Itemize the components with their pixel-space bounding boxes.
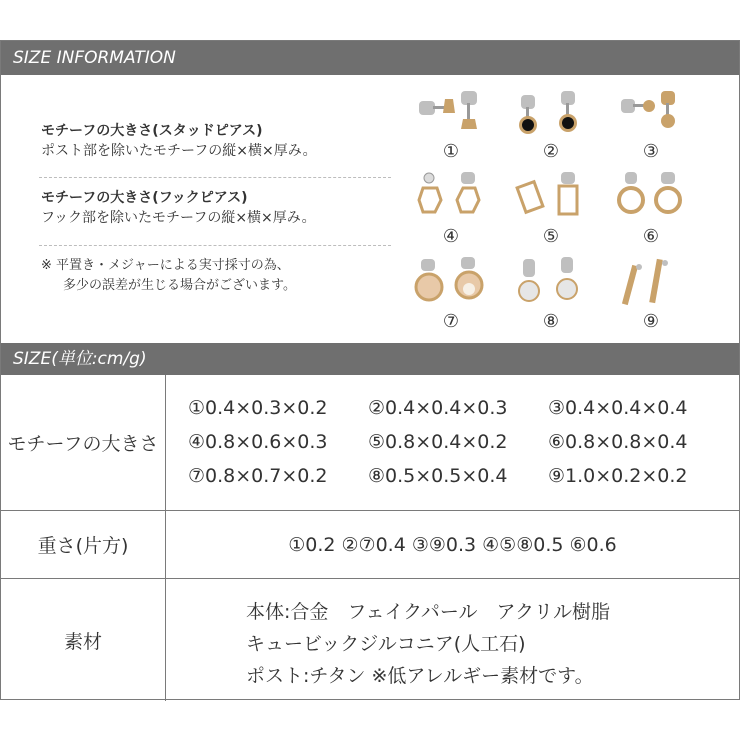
earring-item <box>401 170 501 252</box>
stud-earring-icon <box>509 85 593 141</box>
divider <box>39 177 391 178</box>
stud-earring-icon <box>609 85 693 141</box>
item-number: ③ <box>642 141 660 162</box>
hook-earring-icon <box>409 255 493 311</box>
note-title: モチーフの大きさ(フックピアス) <box>41 190 248 206</box>
note-disclaimer <box>41 256 391 296</box>
row-label: 重さ(片方) <box>1 511 166 578</box>
note-title: モチーフの大きさ(スタッドピアス) <box>41 123 263 139</box>
item-number: ⑨ <box>642 311 660 332</box>
hook-earring-icon <box>409 170 493 226</box>
size-value: ⑧0.5×0.5×0.4 <box>368 465 508 487</box>
note-stud <box>41 121 391 161</box>
stud-earring-icon <box>609 255 693 311</box>
earring-item <box>401 85 501 167</box>
note-text: ※ 平置き・メジャーによる実寸採寸の為、 <box>41 258 290 273</box>
earring-item <box>601 170 701 252</box>
note-text: フック部を除いたモチーフの縦×横×厚み。 <box>41 210 316 226</box>
item-number: ① <box>442 141 460 162</box>
stud-earring-icon <box>509 255 593 311</box>
row-label: モチーフの大きさ <box>1 375 166 510</box>
size-line <box>188 397 728 419</box>
earring-item <box>401 255 501 337</box>
item-number: ⑦ <box>442 311 460 332</box>
size-value: ⑨1.0×0.2×0.2 <box>548 465 688 487</box>
size-value: ③0.4×0.4×0.4 <box>548 397 688 419</box>
row-value <box>166 375 739 510</box>
size-header: SIZE(単位:cm/g) <box>1 343 739 375</box>
note-hook <box>41 188 391 228</box>
material-line: キュービックジルコニア(人工石) <box>246 633 526 655</box>
divider <box>39 245 391 246</box>
stud-earring-icon <box>409 85 493 141</box>
info-section <box>1 75 739 343</box>
section-header: SIZE INFORMATION <box>1 41 739 75</box>
size-value: ⑥0.8×0.8×0.4 <box>548 431 688 453</box>
table-row <box>1 579 739 701</box>
size-value: ④0.8×0.6×0.3 <box>188 431 328 453</box>
item-number: ⑥ <box>642 226 660 247</box>
size-line <box>188 431 728 453</box>
row-label: 素材 <box>1 579 166 701</box>
size-info-panel <box>0 40 740 700</box>
material-line: ポスト:チタン ※低アレルギー素材です。 <box>246 665 594 687</box>
item-number: ⑧ <box>542 311 560 332</box>
earring-item <box>601 255 701 337</box>
hook-earring-icon <box>509 170 593 226</box>
item-number: ⑤ <box>542 226 560 247</box>
note-text: 多少の誤差が生じる場合がございます。 <box>63 278 296 293</box>
note-text: ポスト部を除いたモチーフの縦×横×厚み。 <box>41 143 317 159</box>
hook-earring-icon <box>609 170 693 226</box>
table-row <box>1 511 739 579</box>
earring-grid <box>401 85 701 335</box>
item-number: ② <box>542 141 560 162</box>
earring-item <box>501 170 601 252</box>
size-value: ⑦0.8×0.7×0.2 <box>188 465 328 487</box>
weight-value: ①0.2 ②⑦0.4 ③⑨0.3 ④⑤⑧0.5 ⑥0.6 <box>288 533 617 556</box>
size-line <box>188 465 728 487</box>
size-value: ②0.4×0.4×0.3 <box>368 397 508 419</box>
item-number: ④ <box>442 226 460 247</box>
earring-item <box>501 255 601 337</box>
row-value <box>166 511 739 578</box>
size-value: ①0.4×0.3×0.2 <box>188 397 328 419</box>
size-value: ⑤0.8×0.4×0.2 <box>368 431 508 453</box>
earring-item <box>601 85 701 167</box>
material-line: 本体:合金 フェイクパール アクリル樹脂 <box>246 601 610 623</box>
earring-item <box>501 85 601 167</box>
table-row <box>1 375 739 511</box>
row-value <box>166 579 739 701</box>
